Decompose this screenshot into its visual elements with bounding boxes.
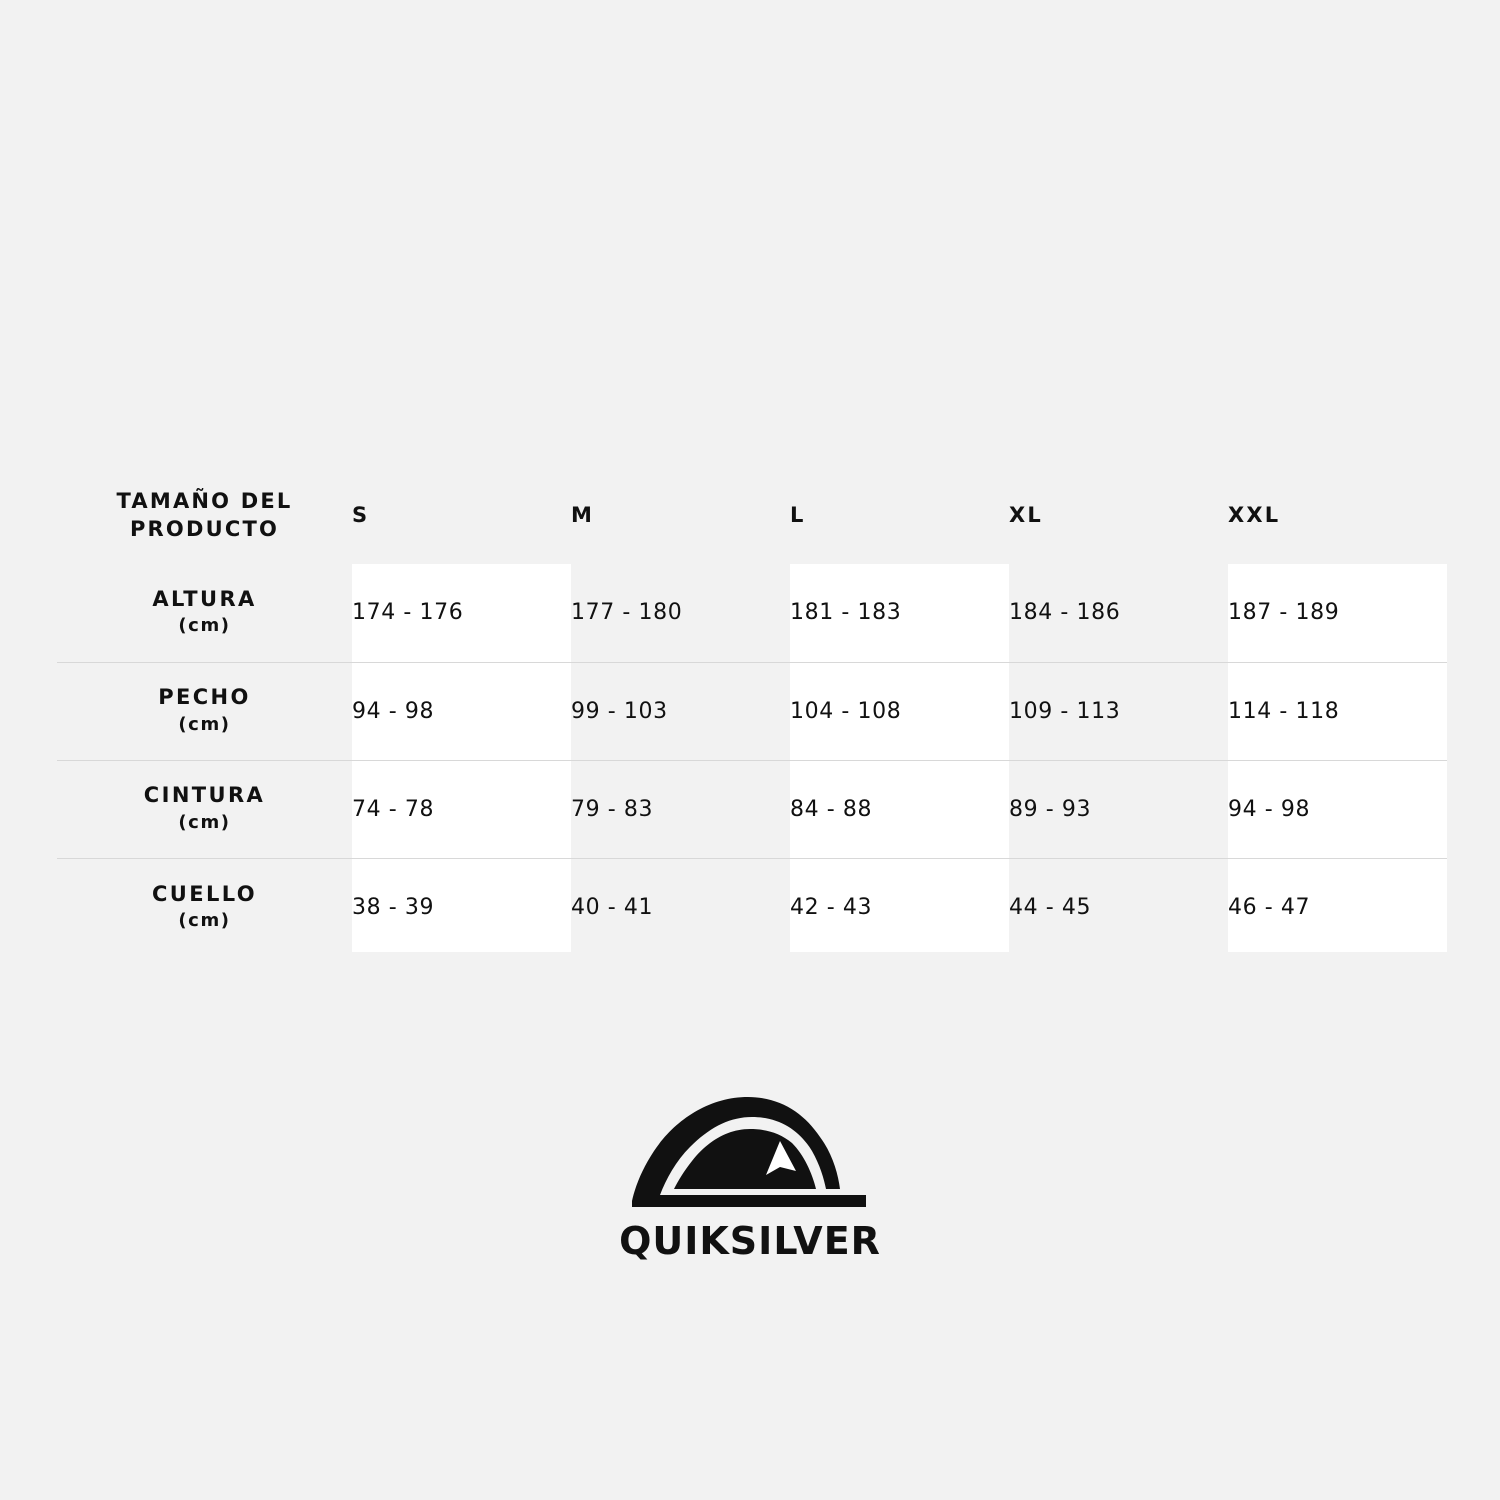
row-name: ALTURA bbox=[152, 587, 257, 612]
row-label-altura bbox=[57, 564, 352, 662]
table-header-row bbox=[57, 466, 1447, 564]
cell-altura-xl: 184 - 186 bbox=[1009, 564, 1228, 662]
header-size-l: L bbox=[790, 466, 1009, 564]
cell-pecho-xxl: 114 - 118 bbox=[1228, 662, 1447, 760]
cell-cintura-l: 84 - 88 bbox=[790, 760, 1009, 858]
header-size-m: M bbox=[571, 466, 790, 564]
cell-cintura-m: 79 - 83 bbox=[571, 760, 790, 858]
cell-altura-m: 177 - 180 bbox=[571, 564, 790, 662]
row-label-cintura bbox=[57, 760, 352, 858]
cell-cintura-xxl: 94 - 98 bbox=[1228, 760, 1447, 858]
brand-logo bbox=[0, 1095, 1500, 1263]
brand-wordmark: QUIKSILVER bbox=[619, 1219, 881, 1263]
cell-cuello-s: 38 - 39 bbox=[352, 858, 571, 956]
table-row bbox=[57, 564, 1447, 662]
header-size-s: S bbox=[352, 466, 571, 564]
row-unit: (cm) bbox=[178, 909, 231, 931]
row-label-cuello bbox=[57, 858, 352, 956]
table-row bbox=[57, 662, 1447, 760]
cell-cuello-xxl: 46 - 47 bbox=[1228, 858, 1447, 956]
row-unit: (cm) bbox=[178, 713, 231, 735]
cell-altura-s: 174 - 176 bbox=[352, 564, 571, 662]
cell-pecho-s: 94 - 98 bbox=[352, 662, 571, 760]
table-row bbox=[57, 760, 1447, 858]
table-row bbox=[57, 858, 1447, 956]
cell-cuello-l: 42 - 43 bbox=[790, 858, 1009, 956]
header-size-xl: XL bbox=[1009, 466, 1228, 564]
row-name: CUELLO bbox=[151, 881, 258, 906]
cell-altura-l: 181 - 183 bbox=[790, 564, 1009, 662]
cell-pecho-l: 104 - 108 bbox=[790, 662, 1009, 760]
cell-cuello-m: 40 - 41 bbox=[571, 858, 790, 956]
cell-pecho-m: 99 - 103 bbox=[571, 662, 790, 760]
row-name: PECHO bbox=[158, 685, 251, 710]
quiksilver-wave-mountain-logo-icon bbox=[630, 1095, 870, 1213]
cell-cintura-s: 74 - 78 bbox=[352, 760, 571, 858]
table-bottom-spacer bbox=[57, 952, 1447, 986]
cell-cintura-xl: 89 - 93 bbox=[1009, 760, 1228, 858]
header-product-size-label: TAMAÑO DEL PRODUCTO bbox=[57, 466, 352, 564]
size-chart-table bbox=[57, 466, 1447, 956]
header-size-xxl: XXL bbox=[1228, 466, 1447, 564]
row-unit: (cm) bbox=[178, 615, 231, 637]
cell-cuello-xl: 44 - 45 bbox=[1009, 858, 1228, 956]
cell-pecho-xl: 109 - 113 bbox=[1009, 662, 1228, 760]
row-unit: (cm) bbox=[178, 811, 231, 833]
cell-altura-xxl: 187 - 189 bbox=[1228, 564, 1447, 662]
row-label-pecho bbox=[57, 662, 352, 760]
row-name: CINTURA bbox=[143, 783, 266, 808]
